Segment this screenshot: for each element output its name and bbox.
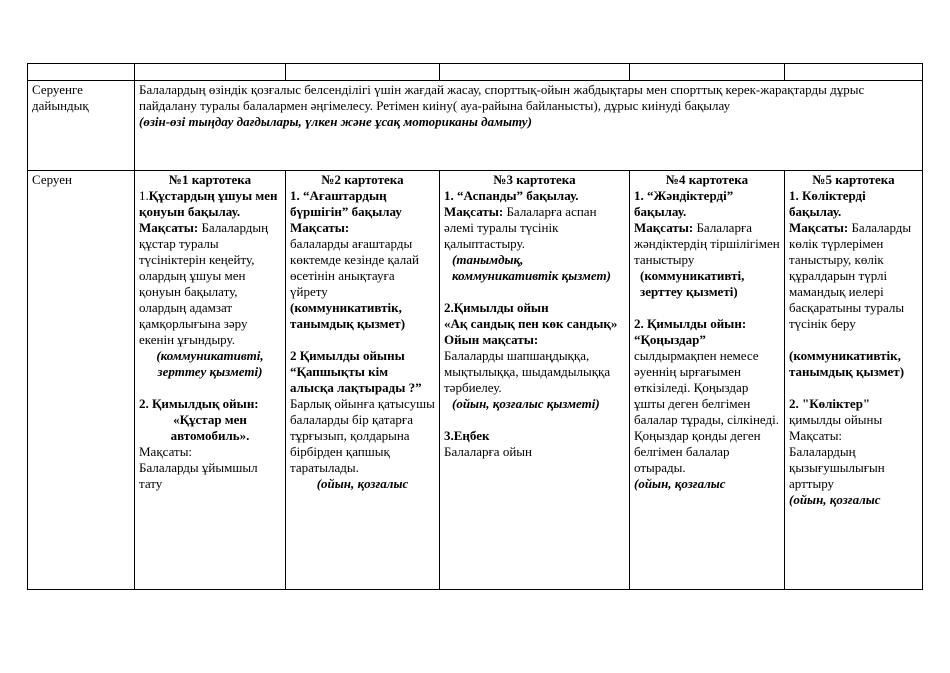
empty-cell bbox=[785, 64, 923, 81]
card-2-title: 1. “Ағаштардың бүршігін” бақылау bbox=[290, 188, 402, 219]
card-2-game-text: Барлық ойынға қатысушы балаларды бір қатарға тұрғызып, қолдарына бірбірден қапшық таратылады. bbox=[290, 396, 435, 475]
row-label-walk: Серуен bbox=[28, 171, 135, 590]
card-5-header: №5 картотека bbox=[812, 172, 895, 187]
card-2-goal: балаларды ағаштарды көктемде кезінде қалай өсетінін анықтауға үйрету bbox=[290, 236, 419, 299]
preparation-cell bbox=[135, 81, 923, 171]
card-5-goal-text: Балаларды көлік түрлерімен таныстыру, көлік құралдарын түрлі мамандық иелері басқаратыны туралы түсінік беру bbox=[789, 220, 912, 331]
card-4-header: №4 картотека bbox=[665, 172, 749, 187]
card-1-game-goal: Балаларды ұйымшыл тату bbox=[139, 460, 258, 491]
card-4-game-heading: 2. Қимылды ойын: bbox=[634, 316, 747, 331]
card-1-game-goal-label: Мақсаты: bbox=[139, 444, 193, 459]
card-2-game-heading: 2 Қимылды ойыны bbox=[290, 348, 405, 363]
preparation-skills: (өзін-өзі тыңдау дағдылары, үлкен және ұсақ моториканы дамыту) bbox=[139, 114, 532, 129]
card-3-activity-2: (ойын, қозғалыс қызметі) bbox=[452, 396, 600, 411]
empty-cell bbox=[286, 64, 440, 81]
lesson-plan-table bbox=[27, 63, 923, 590]
empty-cell bbox=[630, 64, 785, 81]
card-5-game-goal-label: Мақсаты: bbox=[789, 428, 843, 443]
card-1-cell bbox=[135, 171, 286, 590]
empty-cell bbox=[28, 64, 135, 81]
card-3-goal bbox=[444, 204, 625, 252]
card-3-title: 1. “Аспанды” бақылау. bbox=[444, 188, 579, 203]
card-1-title-block bbox=[139, 188, 281, 220]
card-3-game-goal-label: Ойын мақсаты: bbox=[444, 332, 539, 347]
card-4-goal bbox=[634, 220, 780, 268]
card-3-goal-text: Балаларға аспан әлемі туралы түсінік қалыптастыру. bbox=[444, 204, 597, 251]
empty-cell bbox=[135, 64, 286, 81]
card-5-goal-label: Мақсаты: bbox=[789, 220, 849, 235]
card-1-game-title: «Құстар мен автомобиль». bbox=[170, 412, 250, 443]
card-3-cell bbox=[440, 171, 630, 590]
card-3-game-title: «Ақ сандық пен көк сандық» bbox=[444, 316, 618, 331]
card-3-game-goal: Балаларды шапшаңдыққа, мықтылыққа, шыдамдылыққа тәрбиелеу. bbox=[444, 348, 611, 395]
card-1-title: Құстардың ұшуы мен қонуын бақылау. bbox=[139, 188, 278, 219]
card-3-activity: (танымдық, коммуникативтік қызмет) bbox=[452, 252, 611, 283]
card-5-title: 1. Көліктерді бақылау. bbox=[789, 188, 866, 219]
card-5-cell bbox=[785, 171, 923, 590]
card-1-number: 1. bbox=[139, 188, 149, 203]
card-2-header: №2 картотека bbox=[321, 172, 404, 187]
card-4-title: 1. “Жәндіктерді” бақылау. bbox=[634, 188, 734, 219]
card-5-activity-2: (ойын, қозғалыс bbox=[789, 492, 881, 507]
card-4-goal-text: Балаларға жәндіктердің тіршілігімен таныстыру bbox=[634, 220, 780, 267]
card-1-header: №1 картотека bbox=[168, 172, 252, 187]
card-5-activity: (коммуникативтік, танымдық қызмет) bbox=[789, 348, 905, 379]
card-1-goal-label: Мақсаты: bbox=[139, 220, 199, 235]
card-2-goal-label: Мақсаты: bbox=[290, 220, 350, 235]
preparation-text: Балалардың өзіндік қозғалыс белсенділігі үшін жағдай жасау, спорттық-ойын жабдықтары мен спорттық керек-жарақтарды дұрыс пайдалану туралы балалармен әңгімелесу. Ретімен киіну( ауа-райына байланысты), дұрыс киінуді бақылау bbox=[139, 82, 865, 113]
card-4-game-title: “Қоңыздар” bbox=[634, 332, 706, 347]
card-3-game-heading: 2.Қимылды ойын bbox=[444, 300, 549, 315]
card-4-goal-label: Мақсаты: bbox=[634, 220, 694, 235]
card-2-activity: (коммуникативтік, танымдық қызмет) bbox=[290, 300, 406, 331]
card-1-game-heading: 2. Қимылдық ойын: bbox=[139, 396, 259, 411]
card-1-goal-text: Балалардың құстар туралы түсініктерін кеңейту, олардың ұшуы мен қонуын бақылату, олардың адамзат қамқорлығына зәру екенін ұғындыру. bbox=[139, 220, 269, 347]
card-1-activity: (коммуникативті, зерттеу қызметі) bbox=[156, 348, 264, 379]
card-5-game-heading-block bbox=[789, 396, 918, 428]
card-5-goal bbox=[789, 220, 918, 332]
card-3-work-text: Балаларға ойын bbox=[444, 444, 532, 459]
card-4-activity-2: (ойын, қозғалыс bbox=[634, 476, 726, 491]
card-3-work-heading: 3.Еңбек bbox=[444, 428, 490, 443]
card-1-goal bbox=[139, 220, 281, 348]
card-4-game-text: сылдырмақпен немесе әуеннің ырғағымен өткізіледі. Қоңыздар ұшты деген белгімен балалар тұрады, сілкінеді. Қоңыздар қонды деген белгімен балалар отырады. bbox=[634, 348, 780, 475]
card-4-cell bbox=[630, 171, 785, 590]
card-2-cell bbox=[286, 171, 440, 590]
walk-row bbox=[28, 171, 923, 590]
card-2-activity-2: (ойын, қозғалыс bbox=[316, 476, 409, 491]
card-3-header: №3 картотека bbox=[493, 172, 576, 187]
empty-cell bbox=[440, 64, 630, 81]
card-2-game-title: “Қапшықты кім алысқа лақтырады ?” bbox=[290, 364, 422, 395]
card-5-game-heading: 2. "Көліктер" bbox=[789, 396, 871, 411]
row-label-preparation: Серуенге дайындық bbox=[28, 81, 135, 171]
header-row-empty bbox=[28, 64, 923, 81]
card-5-game-goal: Балалардың қызығушылығын арттыру bbox=[789, 444, 885, 491]
walk-preparation-row bbox=[28, 81, 923, 171]
card-3-goal-label: Мақсаты: bbox=[444, 204, 504, 219]
card-4-activity: (коммуникативті, зерттеу қызметі) bbox=[640, 268, 745, 299]
card-5-game-sub: қимылды ойыны bbox=[789, 412, 883, 427]
